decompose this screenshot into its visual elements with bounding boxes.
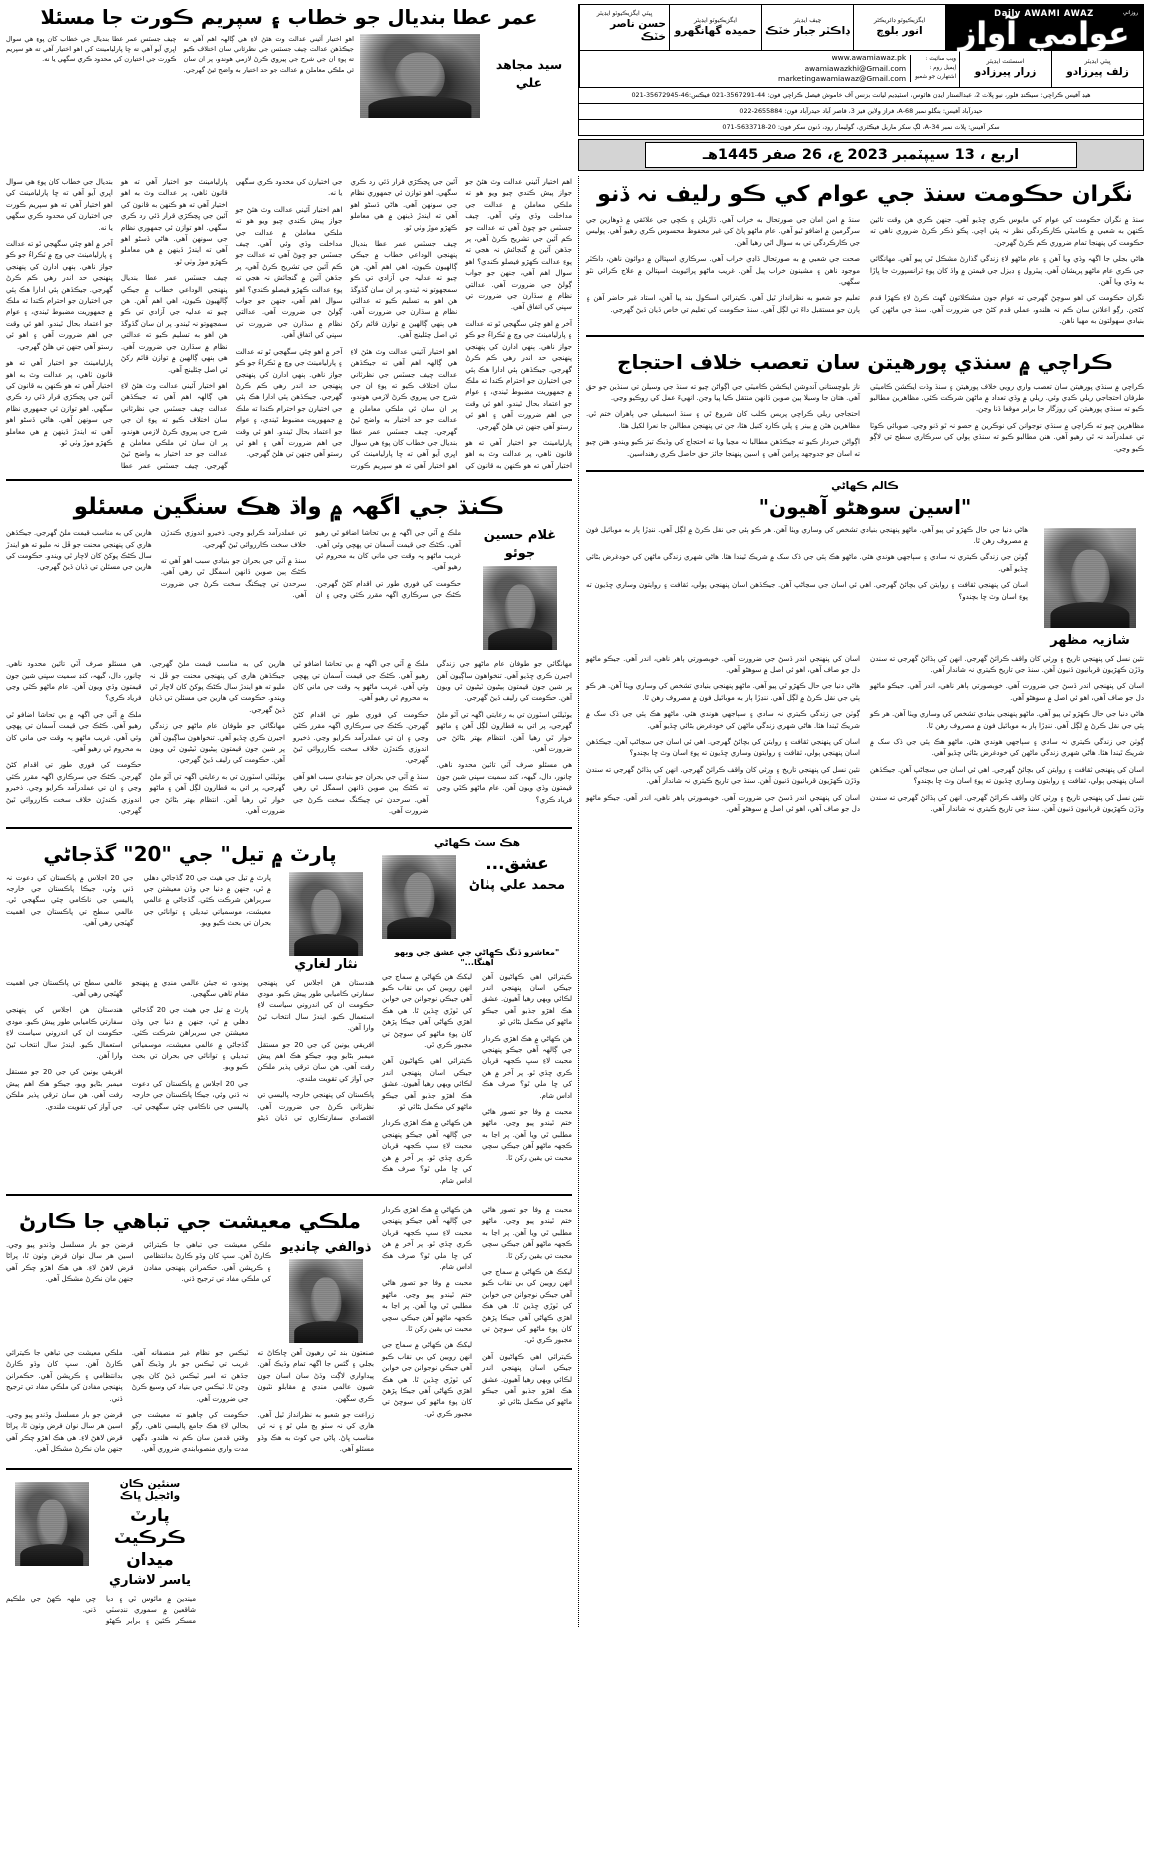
byline-cricket: ياسر لاشاري <box>109 1572 191 1588</box>
cricket-title-block <box>104 1478 196 1589</box>
author-photo-ishq <box>382 855 456 939</box>
story-cricket <box>6 1478 196 1589</box>
author-photo-economy <box>289 1259 363 1343</box>
column-tag: ڪالم ڪهاڻي <box>831 479 899 492</box>
editor-role: اسسٽنٽ ايڊيٽر <box>986 58 1025 66</box>
byline-supreme-court: سيد مجاهد علي <box>495 57 563 90</box>
columnist-photo <box>1044 528 1136 628</box>
headline-karachi-protest: ڪراچي ۾ سنڌي پورهيتن سان تعصب خلاف احتجاج <box>617 349 1113 374</box>
byline-economy: ذوالفي چانڊيو <box>280 1239 372 1255</box>
byline-row <box>6 34 572 118</box>
story-economy-row <box>6 1204 572 1460</box>
story-economy <box>6 1204 374 1460</box>
article-supreme-court: اهم اختيار آئيني عدالت وٽ هئڻ جو جواز پيش ڪندي چيو ويو هو ته ملڪي معاملن ۾ عدالت جي مداخلت وڌي وئي آهي. چيف جسٽس جو چوڻ آهي ته عدالت جو ڪم آئين جي تشريح ڪرڻ آهي، پر جڏهن آئين ۾ گنجائش نہ هجي ته پوءِ عدالت ڪهڙو فيصلو ڪندي؟ اهو سوال اهم آهي، جنهن جو جواب ڳولڻ جي ضرورت آهي. عدالتي نظام ۾ سڌارن جي ضرورت تي سڀني کي اتفاق آهي. آخر ۾ اهو چئي سگهجي ٿو ته عدالت ۽ پارليامينٽ جي وچ ۾ ٽڪراءُ جو ڪو جواز ناهي. ٻنهي ادارن کي پنهنجي پنهنجي حد اندر رهي ڪم ڪرڻ گهرجي. جيڪڏهن ٻئي ادارا هڪ ٻئي جي اختيارن جو احترام ڪندا ته ملڪ ۾ جمهوريت مضبوط ٿيندي، ۽ عوام جو اعتماد بحال ٿيندو. اهو ئي وقت جي اهم ضرورت آهي ۽ اهو ئي رستو آهي جنهن تي هلڻ گهرجي. پارليامينٽ جو اختيار آهي ته هو قانون ٺاهي، پر عدالت وٽ به اهو اختيار آهي ته هو ڪنهن به قانون کي آئين جي ڀڃڪڙي قرار ڏئي رد ڪري سگهي. اهو توازن ئي جمهوري نظام جي سونهن آهي. هاڻي ڏسڻو اهو آهي ته ايندڙ ڏينهن ۾ هي معاملو ڪهڙو موڙ وٺي ٿو. چيف جسٽس عمر عطا بنديال پنهنجي الوداعي خطاب ۾ جيڪي ڳالهيون ڪيون، اهي اهم آهن. هن چيو ته عدليہ جي آزادي تي ڪو سمجهوتو نہ ٿيندو. پر ان سان گڏوگڏ هن اهو به تسليم ڪيو ته عدالتي نظام ۾ سڌارن جي ضرورت آهي. هي ٻنهي ڳالهين ۾ توازن قائم رکڻ ئي اصل چئلينج آهي. اهو اختيار آئيني عدالت وٽ هئڻ لاءِ هي ڳالهہ اهم آهي ته جيڪڏهن عدالت چيف جسٽس جي نظرثاني سان اختلاف ڪيو ته پوءِ ان جي شرح جي پيروي ڪرڻ لازمي هوندو، پر ان سان ئي ملڪي معاملن ۾ عدالت جو حد اختيار به واضح ٿيڻ گهرجي. چيف جسٽس عمر عطا بنديال جي خطاب کان پوءِ هي سوال اڀري آيو آهي ته ڇا پارليامينٽ کي اهو اختيار آهي ته هو سپريم ڪورت جي اختيارن کي محدود ڪري سگهي يا نه. اهم اختيار آئيني عدالت وٽ هئڻ جو جواز پيش ڪندي چيو ويو هو ته ملڪي معاملن ۾ عدالت جي مداخلت وڌي وئي آهي. چيف جسٽس جو چوڻ آهي ته عدالت جو ڪم آئين جي تشريح ڪرڻ آهي، پر جڏهن آئين ۾ گنجائش نہ هجي ته پوءِ عدالت ڪهڙو فيصلو ڪندي؟ اهو سوال اهم آهي، جنهن جو جواب ڳولڻ جي ضرورت آهي. عدالتي نظام ۾ سڌارن جي ضرورت تي سڀني کي اتفاق آهي. آخر ۾ اهو چئي سگهجي ٿو ته عدالت ۽ پارليامينٽ جي وچ ۾ ٽڪراءُ جو ڪو جواز ناهي. ٻنهي ادارن کي پنهنجي پنهنجي حد اندر رهي ڪم ڪرڻ گهرجي. جيڪڏهن ٻئي ادارا هڪ ٻئي جي اختيارن جو احترام ڪندا ته ملڪ ۾ جمهوريت مضبوط ٿيندي، ۽ عوام جو اعتماد بحال ٿيندو. اهو ئي وقت جي اهم ضرورت آهي ۽ اهو ئي رستو آهي جنهن تي هلڻ گهرجي. پارليامينٽ جو اختيار آهي ته هو قانون ٺاهي، پر عدالت وٽ به اهو اختيار آهي ته هو ڪنهن به قانون کي آئين جي ڀڃڪڙي قرار ڏئي رد ڪري سگهي. اهو توازن ئي جمهوري نظام جي سونهن آهي. هاڻي ڏسڻو اهو آهي ته ايندڙ ڏينهن ۾ هي معاملو ڪهڙو موڙ وٺي ٿو. چيف جسٽس عمر عطا بنديال پنهنجي الوداعي خطاب ۾ جيڪي ڳالهيون ڪيون، اهي اهم آهن. هن چيو ته عدليہ جي آزادي تي ڪو سمجهوتو نہ ٿيندو. پر ان سان گڏوگڏ هن اهو به تسليم ڪيو ته عدالتي نظام ۾ سڌارن جي ضرورت آهي. هي ٻنهي ڳالهين ۾ توازن قائم رکڻ ئي اصل چئلينج آهي. اهو اختيار آئيني عدالت وٽ هئڻ لاءِ هي ڳالهہ اهم آهي ته جيڪڏهن عدالت چيف جسٽس جي نظرثاني سان اختلاف ڪيو ته پوءِ ان جي شرح جي پيروي ڪرڻ لازمي هوندو، پر ان سان ئي ملڪي معاملن ۾ عدالت جو حد اختيار به واضح ٿيڻ گهرجي. چيف جسٽس عمر عطا بنديال جي خطاب کان پوءِ هي سوال اڀري آيو آهي ته ڇا پارليامينٽ کي اهو اختيار آهي ته هو سپريم ڪورت جي اختيارن کي محدود ڪري سگهي يا نه. آخر ۾ اهو چئي سگهجي ٿو ته عدالت ۽ پارليامينٽ جي وچ ۾ ٽڪراءُ جو ڪو جواز ناهي. ٻنهي ادارن کي پنهنجي پنهنجي حد اندر رهي ڪم ڪرڻ گهرجي. جيڪڏهن ٻئي ادارا هڪ ٻئي جي اختيارن جو احترام ڪندا ته ملڪ ۾ جمهوريت مضبوط ٿيندي، ۽ عوام جو اعتماد بحال ٿيندو. اهو ئي وقت جي اهم ضرورت آهي ۽ اهو ئي رستو آهي جنهن تي هلڻ گهرجي. پارليامينٽ جو اختيار آهي ته هو قانون ٺاهي، پر عدالت وٽ به اهو اختيار آهي ته هو ڪنهن به قانون کي آئين جي ڀڃڪڙي قرار ڏئي رد ڪري سگهي. اهو توازن ئي جمهوري نظام جي سونهن آهي. هاڻي ڏسڻو اهو آهي ته ايندڙ ڏينهن ۾ هي معاملو ڪهڙو موڙ وٺي ٿو. <box>6 177 572 470</box>
article-ishq-spill: محبت ۾ وفا جو تصور هاڻي ختم ٿيندو پيو وڃي. ماڻهو مطلبي ٿي ويا آهن. پر اڃا به ڪجهہ ماڻهو آهن جيڪي سچي محبت تي يقين رکن ٿا. ليکڪ هن ڪهاڻي ۾ سماج جي انهن رويين کي بي نقاب ڪيو آهي جيڪي نوجوانن جي خوابن کي ٽوڙي ڇڏين ٿا. هي هڪ اهڙي ڪهاڻي آهي جيڪا پڙهڻ کان پوءِ ماڻهو کي سوچڻ تي مجبور ڪري ٿي. ڪيترائي اهي ڪهاڻيون آهن جيڪي اسان پنهنجي اندر لڪائي ويهي رهيا آهيون. عشق هڪ اهڙو جذبو آهي جيڪو ماڻهو کي مڪمل بڻائي ٿو. هن ڪهاڻي ۾ هڪ اهڙي ڪردار جي ڳالهہ آهي جيڪو پنهنجي محبت لاءِ سڀ ڪجهہ قربان ڪري ڇڏي ٿو. پر آخر ۾ هن کي ڇا ملي ٿو؟ صرف هڪ اداس شام. محبت ۾ وفا جو تصور هاڻي ختم ٿيندو پيو وڃي. ماڻهو مطلبي ٿي ويا آهن. پر اڃا به ڪجهہ ماڻهو آهن جيڪي سچي محبت تي يقين رکن ٿا. ليکڪ هن ڪهاڻي ۾ سماج جي انهن رويين کي بي نقاب ڪيو آهي جيڪي نوجوانن جي خوابن کي ٽوڙي ڇڏين ٿا. هي هڪ اهڙي ڪهاڻي آهي جيڪا پڙهڻ کان پوءِ ماڻهو کي سوچڻ تي مجبور ڪري ٿي. <box>382 1204 572 1418</box>
ishq-tag: هڪ سٽ ڪهاڻي <box>433 836 521 849</box>
kandh-byline-row <box>6 527 572 654</box>
author-photo-part-tel <box>289 872 363 956</box>
editor-name: حميده گهانگهرو <box>674 24 757 37</box>
article-economy-top: ملڪي معيشت جي تباهي جا ڪيترائي ڪارڻ آهن. سڀ کان وڏو ڪارڻ بدانتظامي ۽ ڪرپشن آهي. حڪمرانن پنهنجي مفادن کي ملڪي مفاد تي ترجيح ڏني. قرضن جو بار مسلسل وڌندو پيو وڃي. اسين هر سال نوان قرض وٺون ٿا، پراڻا قرض لاهڻ لاءِ. هي هڪ اهڙو چڪر آهي جنهن مان نڪرڻ مشڪل آهي. <box>6 1239 271 1284</box>
address-karachi: هيڊ آفيس ڪراچي: سيڪنڊ فلور، نيو پلاٽ 2، عبدالستار ايڊن هائوس، اسٽيڊيم ليانت بزنس آف خاموش فيصل ڪراچي فون: 44-3567291-021 فيڪس:46-35672945-021 <box>579 88 1143 104</box>
address-sukkur: سکر آفيس: پلاٽ نمبر 34-A، لڳ سکر ماربل فيڪٽري، گوليمار روڊ، ڏنون سکر فون: 20-5633718-071 <box>722 123 1000 131</box>
section-divider <box>6 827 572 829</box>
feature-row <box>6 837 572 1186</box>
editor-name: زرار پيرزادو <box>974 66 1037 79</box>
article-column-essay-cont: نئين نسل کي پنهنجي تاريخ ۽ ورثي کان واقف ڪرائڻ گهرجي. انهن کي ٻڌائڻ گهرجي ته سندن وڏڙن ڪهڙيون قربانيون ڏنيون آهن. سنڌ جي تاريخ ڪيتري نہ شاندار آهي. اسان کي پنهنجي اندر ڏسڻ جي ضرورت آهي. خوبصورتي ٻاهر ناهي، اندر آهي. جيڪو ماڻهو دل جو صاف آهي، اهو ئي اصل ۾ سوهڻو آهي. هاڻي دنيا جي حال ڪهڙو ٿي پيو آهي. ماڻهو پنهنجي بنيادي تشخص کي وساري ويٺا آهن. هر ڪو ٻئي جي نقل ڪرڻ ۾ لڳل آهي. ننڍڙا ٻار به موبائيل فون ۾ مصروف رهن ٿا. ڳوٺن جي زندگي ڪيتري نہ سادي ۽ سٻاجهي هوندي هئي. ماڻهو هڪ ٻئي جي ڏک سک ۾ شريڪ ٿيندا هئا. هاڻي شهري زندگي ماڻهن کي خودغرض بڻائي ڇڏيو آهي. اسان کي پنهنجي ثقافت ۽ روايتن کي بچائڻ گهرجي. اهي ئي اسان جي سڃاڻپ آهن. جيڪڏهن اسان پنهنجي ٻولي، ثقافت ۽ روايتون وساري ڇڏيون ته پوءِ اسان وٽ ڇا بچندو؟ نئين نسل کي پنهنجي تاريخ ۽ ورثي کان واقف ڪرائڻ گهرجي. انهن کي ٻڌائڻ گهرجي ته سندن وڏڙن ڪهڙيون قربانيون ڏنيون آهن. سنڌ جي تاريخ ڪيتري نہ شاندار آهي. اسان کي پنهنجي اندر ڏسڻ جي ضرورت آهي. خوبصورتي ٻاهر ناهي، اندر آهي. جيڪو ماڻهو دل جو صاف آهي، اهو ئي اصل ۾ سوهڻو آهي. هاڻي دنيا جي حال ڪهڙو ٿي پيو آهي. ماڻهو پنهنجي بنيادي تشخص کي وساري ويٺا آهن. هر ڪو ٻئي جي نقل ڪرڻ ۾ لڳل آهي. ننڍڙا ٻار به موبائيل فون ۾ مصروف رهن ٿا. ڳوٺن جي زندگي ڪيتري نہ سادي ۽ سٻاجهي هوندي هئي. ماڻهو هڪ ٻئي جي ڏک سک ۾ شريڪ ٿيندا هئا. هاڻي شهري زندگي ماڻهن کي خودغرض بڻائي ڇڏيو آهي. اسان کي پنهنجي ثقافت ۽ روايتن کي بچائڻ گهرجي. اهي ئي اسان جي سڃاڻپ آهن. جيڪڏهن اسان پنهنجي ٻولي، ثقافت ۽ روايتون وساري ڇڏيون ته پوءِ اسان وٽ ڇا بچندو؟ نئين نسل کي پنهنجي تاريخ ۽ ورثي کان واقف ڪرائڻ گهرجي. انهن کي ٻڌائڻ گهرجي ته سندن وڏڙن ڪهڙيون قربانيون ڏنيون آهن. سنڌ جي تاريخ ڪيتري نہ شاندار آهي. اسان کي پنهنجي اندر ڏسڻ جي ضرورت آهي. خوبصورتي ٻاهر ناهي، اندر آهي. جيڪو ماڻهو دل جو صاف آهي، اهو ئي اصل ۾ سوهڻو آهي. <box>586 653 1144 814</box>
story-supreme-court-header <box>6 4 578 136</box>
article-part-tel-top: پارٽ ۾ تيل جي هيٺ جي 20 گڏجاڻي دهلي ۾ ٿي، جنهن ۾ دنيا جي وڏن معيشتن جي سربراهن شرڪت ڪئي. گڏجاڻي ۾ عالمي معيشت، موسمياتي تبديلي ۽ توانائي جي بحران تي بحث ڪيو ويو. جي 20 اجلاس ۾ پاڪستان کي دعوت نہ ڏني وئي، جيڪا پاڪستان جي خارجہ پاليسي جي ناڪامي چئي سگهجي ٿي. عالمي سطح تي پاڪستان جي اهميت گهٽجي رهي آهي. <box>6 872 271 928</box>
ads-label: اشتهارن جو شعبو <box>915 74 956 81</box>
date-text: اربع ، 13 سيپٽمبر 2023 ع، 26 صفر 1445هـ <box>645 142 1077 168</box>
columnist-block <box>1036 524 1144 649</box>
article-part-tel-cont: هندستان هن اجلاس کي پنهنجي سفارتي ڪاميابي طور پيش ڪيو. مودي حڪومت ان کي اندروني سياست لاءِ استعمال ڪيو. ايندڙ سال انتخاب ٿيڻ وارا آهن. افريقي يونين کي جي 20 جو مستقل ميمبر بڻايو ويو، جيڪو هڪ اهم پيش رفت آهي. هن سان ترقي پذير ملڪن جي آواز کي تقويت ملندي. پاڪستان کي پنهنجي خارجہ پاليسي تي نظرثاني ڪرڻ جي ضرورت آهي. اقتصادي سفارتڪاري تي ڌيان ڏيڻو پوندو، ته جيئن عالمي منڊي ۾ پنهنجو مقام ٺاهي سگهجي. پارٽ ۾ تيل جي هيٺ جي 20 گڏجاڻي دهلي ۾ ٿي، جنهن ۾ دنيا جي وڏن معيشتن جي سربراهن شرڪت ڪئي. گڏجاڻي ۾ عالمي معيشت، موسمياتي تبديلي ۽ توانائي جي بحران تي بحث ڪيو ويو. جي 20 اجلاس ۾ پاڪستان کي دعوت نہ ڏني وئي، جيڪا پاڪستان جي خارجہ پاليسي جي ناڪامي چئي سگهجي ٿي. عالمي سطح تي پاڪستان جي اهميت گهٽجي رهي آهي. هندستان هن اجلاس کي پنهنجي سفارتي ڪاميابي طور پيش ڪيو. مودي حڪومت ان کي اندروني سياست لاءِ استعمال ڪيو. ايندڙ سال انتخاب ٿيڻ وارا آهن. افريقي يونين کي جي 20 جو مستقل ميمبر بڻايو ويو، جيڪو هڪ اهم پيش رفت آهي. هن سان ترقي پذير ملڪن جي آواز کي تقويت ملندي. <box>6 977 375 1123</box>
ishq-author: محمد علي پٺاڻ <box>468 877 566 893</box>
office-addresses <box>579 87 1143 135</box>
article-column-essay: هاڻي دنيا جي حال ڪهڙو ٿي پيو آهي. ماڻهو پنهنجي بنيادي تشخص کي وساري ويٺا آهن. هر ڪو ٻئي جي نقل ڪرڻ ۾ لڳل آهي. ننڍڙا ٻار به موبائيل فون ۾ مصروف رهن ٿا. ڳوٺن جي زندگي ڪيتري نہ سادي ۽ سٻاجهي هوندي هئي. ماڻهو هڪ ٻئي جي ڏک سک ۾ شريڪ ٿيندا هئا. هاڻي شهري زندگي ماڻهن کي خودغرض بڻائي ڇڏيو آهي. اسان کي پنهنجي ثقافت ۽ روايتن کي بچائڻ گهرجي. اهي ئي اسان جي سڃاڻپ آهن. جيڪڏهن اسان پنهنجي ٻولي، ثقافت ۽ روايتون وساري ڇڏيون ته پوءِ اسان وٽ ڇا بچندو؟ <box>586 524 1028 601</box>
editor-name: حسن ناصر خٽڪ <box>610 18 666 44</box>
logo-corner-text: روزاني <box>1122 9 1139 16</box>
website-label: ويب سائيٽ : <box>925 56 956 63</box>
page-title: عمر عطا بنديال جو خطاب ۽ سپريم ڪورت جا مسئلا <box>40 6 538 29</box>
ads-email[interactable]: marketingawamiawaz@Gmail.com <box>778 74 907 84</box>
article-economy-cont: صنعتون بند ٿي رهيون آهن ڇاڪاڻ ته بجلي ۽ گئس جا اگهہ تمام وڌيڪ آهن. پيداواري لاڳت وڌڻ سان اسان جون شيون عالمي منڊي ۾ مقابلو نٿيون ڪري سگهن. زراعت جو شعبو به نظرانداز ٿيل آهي. هاري کي نہ سٺو ٻج ملي ٿو ۽ نہ ئي مناسب ڀاڻ. پاڻي جي کوٽ به هڪ وڏو مسئلو آهي. ٽيڪس جو نظام غير منصفانه آهي. غريب تي ٽيڪس جو بار وڌيڪ آهي جڏهن ته امير ٽيڪس ڏيڻ کان بچي وڃن ٿا. ٽيڪس جي بنياد کي وسيع ڪرڻ جي ضرورت آهي. حڪومت کي چاهيو ته معيشت جي بحالي لاءِ هڪ جامع پاليسي ٺاهي. رڳو وقتي قدمن سان ڪم نہ هلندو. ڊگهي مدت واري منصوبابندي ضروري آهي. ملڪي معيشت جي تباهي جا ڪيترائي ڪارڻ آهن. سڀ کان وڏو ڪارڻ بدانتظامي ۽ ڪرپشن آهي. حڪمرانن پنهنجي مفادن کي ملڪي مفاد تي ترجيح ڏني. قرضن جو بار مسلسل وڌندو پيو وڃي. اسين هر سال نوان قرض وٺون ٿا، پراڻا قرض لاهڻ لاءِ. هي هڪ اهڙو چڪر آهي جنهن مان نڪرڻ مشڪل آهي. <box>6 1347 374 1454</box>
left-column <box>6 176 578 1627</box>
newspaper-logo <box>945 5 1143 50</box>
column-title: "اسين سوهڻو آهيون" <box>758 494 972 519</box>
right-column <box>578 176 1144 1627</box>
columnist-name: شازيہ مظهر <box>1050 632 1130 648</box>
contact-labels <box>910 55 956 82</box>
cricket-title: پارٽ ڪرڪيٽ ميدان <box>113 1505 187 1570</box>
article-cricket: ميندين ۾ مائوس ٽي ۽ ديا شاقعين ۾ سموري ننڊسٽي مسڪر ڪئين ۽ برابر ڪهڻو چي ملهہ ڪهڻ جي ملڪيم ڏني. <box>6 1593 196 1626</box>
editor-role: ايگزيڪيوٽو ايڊيٽر <box>694 16 738 24</box>
section-divider <box>6 1468 572 1470</box>
editor-name: ڊاڪٽر جبار خٽڪ <box>765 24 850 37</box>
section-divider <box>586 335 1144 337</box>
ishq-title-block <box>462 851 572 894</box>
masthead-row-bottom <box>579 50 1143 87</box>
newsroom-email[interactable]: awamiawazkhi@Gmail.com <box>804 63 907 73</box>
date-bar <box>578 139 1144 171</box>
story-ishq <box>382 837 572 1186</box>
article-kandh-price-cont: مهانگائي جو طوفان عام ماڻهو جي زندگي اجيرن ڪري ڇڏيو آهي. تنخواهون ساڳيون آهن پر شين جون قيمتون ٻيڻيون ٽيڻيون ٿي ويون آهن. حڪومت کي رليف ڏيڻ گهرجي. يوٽيلٽي اسٽورن تي به رعايتي اگهہ تي آٽو ملڻ گهرجي، پر اتي به قطارون لڳل آهن ۽ ماڻهو خوار ٿي رهيا آهن. انتظام بهتر بڻائڻ جي ضرورت آهي. هي مسئلو صرف آٽي تائين محدود ناهي. چانور، دال، گيهہ، کنڊ سميت سڀني شين جون قيمتون وڌي ويون آهن. عام ماڻهو ڪٿي وڃي فرياد ڪري؟ ملڪ ۾ آٽي جي اگهہ ۾ بي تحاشا اضافو ٿي رهيو آهي. ڪڻڪ جي قيمت آسمان تي پهچي وئي آهي. غريب ماڻهو ٻہ وقت جي ماني کان به محروم ٿي رهيو آهي. حڪومت کي فوري طور تي اقدام کڻڻ گهرجن. ڪڻڪ جي سرڪاري اگهہ مقرر ڪئي وڃي ۽ ان تي عملدرآمد ڪرايو وڃي. ذخيرو اندوزي ڪندڙن خلاف سخت ڪارروائي ٿيڻ گهرجي. سنڌ ۾ آٽي جي بحران جو بنيادي سبب اهو آهي ته ڪڻڪ ٻين صوبن ڏانهن اسمگل ٿي رهي آهي. سرحدن تي چيڪنگ سخت ڪرڻ جي ضرورت آهي. هارين کي به مناسب قيمت ملڻ گهرجي. جيڪڏهن هاري کي پنهنجي محنت جو ڦل نہ مليو ته هو ايندڙ سال ڪڻڪ پوکڻ کان لاچار ٿي ويندو. حڪومت کي هارين جي مسئلن تي ڌيان ڏيڻ گهرجي. مهانگائي جو طوفان عام ماڻهو جي زندگي اجيرن ڪري ڇڏيو آهي. تنخواهون ساڳيون آهن پر شين جون قيمتون ٻيڻيون ٽيڻيون ٿي ويون آهن. حڪومت کي رليف ڏيڻ گهرجي. يوٽيلٽي اسٽورن تي به رعايتي اگهہ تي آٽو ملڻ گهرجي، پر اتي به قطارون لڳل آهن ۽ ماڻهو خوار ٿي رهيا آهن. انتظام بهتر بڻائڻ جي ضرورت آهي. هي مسئلو صرف آٽي تائين محدود ناهي. چانور، دال، گيهہ، کنڊ سميت سڀني شين جون قيمتون وڌي ويون آهن. عام ماڻهو ڪٿي وڃي فرياد ڪري؟ ملڪ ۾ آٽي جي اگهہ ۾ بي تحاشا اضافو ٿي رهيو آهي. ڪڻڪ جي قيمت آسمان تي پهچي وئي آهي. غريب ماڻهو ٻہ وقت جي ماني کان به محروم ٿي رهيو آهي. حڪومت کي فوري طور تي اقدام کڻڻ گهرجن. ڪڻڪ جي سرڪاري اگهہ مقرر ڪئي وڃي ۽ ان تي عملدرآمد ڪرايو وڃي. ذخيرو اندوزي ڪندڙن خلاف سخت ڪارروائي ٿيڻ گهرجي. <box>6 659 572 816</box>
author-photo <box>360 34 480 118</box>
editor-name: انور بلوچ <box>876 24 923 37</box>
editor-chief <box>761 5 853 50</box>
newsroom-label: اِيميل روم : <box>929 65 956 72</box>
headline-sindh-relief: نگران حڪومت سنڌ جي عوام کي ڪو رليف نہ ڏنو <box>597 182 1133 207</box>
article-karachi-protest: ڪراچي ۾ سنڌي پورهيتن سان تعصب واري رويي خلاف پورهيتن ۽ سنڌ وڏت ايڪشن ڪاميٽي طرفان احتجاجي ريلي ڪڍي وئي. ريلي ۾ وڏي تعداد ۾ ماڻهن شرڪت ڪئي. مظاهرين مطالبو ڪيو ته سنڌي پورهيتن کي روزگار جا برابر موقعا ڏنا وڃن. مظاهرين چيو ته ڪراچي ۾ سنڌي نوجوانن کي نوڪرين ۾ حصو نہ ٿو ڏنو وڃي. صوبائي ڪوٽا تي عملدرآمد نہ ٿي رهيو آهي. هنن مطالبو ڪيو ته سنڌي ٻولي کي سرڪاري سطح تي لاڳو ڪيو وڃي. ناز بلوچستاني آندوشن ايڪشن ڪاميٽي جي اڳواڻن چيو ته سنڌ جي وسيلن تي سنڌين جو حق آهي. هتان جا وسيلا ٻين صوبن ڏانهن منتقل ڪيا پيا وڃن. انهيءَ عمل کي روڪيو وڃي. احتجاجي ريلي ڪراچي پريس ڪلب کان شروع ٿي ۽ سنڌ اسيمبلي جي ٻاهران ختم ٿي. مظاهرين هٿن ۾ بينر ۽ پلي ڪارڊ کنيل هئا، جن تي پنهنجن مطالبن جا نعرا لکيل هئا. اڳواڻن خبردار ڪيو ته جيڪڏهن مطالبا نہ مڃيا ويا ته احتجاج کي وڌيڪ تيز ڪيو ويندو. هنن چيو ته اسان جو جدوجهد پرامن آهي ۽ اسين پنهنجا جائز حق حاصل ڪري رهنداسين. <box>586 381 1144 458</box>
section-divider <box>586 470 1144 472</box>
headline-part-tel: پارٽ ۾ تيل" جي "20" گڏجاڻي <box>43 841 337 866</box>
headline-kandh-price: ڪنڌ جي اگهہ ۾ واڌ هڪ سنگين مسئلو <box>73 494 505 521</box>
masthead-row-top <box>579 5 1143 50</box>
article-ishq: ڪيترائي اهي ڪهاڻيون آهن جيڪي اسان پنهنجي اندر لڪائي ويهي رهيا آهيون. عشق هڪ اهڙو جذبو آهي جيڪو ماڻهو کي مڪمل بڻائي ٿو. هن ڪهاڻي ۾ هڪ اهڙي ڪردار جي ڳالهہ آهي جيڪو پنهنجي محبت لاءِ سڀ ڪجهہ قربان ڪري ڇڏي ٿو. پر آخر ۾ هن کي ڇا ملي ٿو؟ صرف هڪ اداس شام. محبت ۾ وفا جو تصور هاڻي ختم ٿيندو پيو وڃي. ماڻهو مطلبي ٿي ويا آهن. پر اڃا به ڪجهہ ماڻهو آهن جيڪي سچي محبت تي يقين رکن ٿا. ليکڪ هن ڪهاڻي ۾ سماج جي انهن رويين کي بي نقاب ڪيو آهي جيڪي نوجوانن جي خوابن کي ٽوڙي ڇڏين ٿا. هي هڪ اهڙي ڪهاڻي آهي جيڪا پڙهڻ کان پوءِ ماڻهو کي سوچڻ تي مجبور ڪري ٿي. ڪيترائي اهي ڪهاڻيون آهن جيڪي اسان پنهنجي اندر لڪائي ويهي رهيا آهيون. عشق هڪ اهڙو جذبو آهي جيڪو ماڻهو کي مڪمل بڻائي ٿو. هن ڪهاڻي ۾ هڪ اهڙي ڪردار جي ڳالهہ آهي جيڪو پنهنجي محبت لاءِ سڀ ڪجهہ قربان ڪري ڇڏي ٿو. پر آخر ۾ هن کي ڇا ملي ٿو؟ صرف هڪ اداس شام. <box>382 971 572 1185</box>
headline-economy: ملڪي معيشت جي تباهي جا ڪارڻ <box>19 1208 361 1233</box>
economy-left-spill <box>382 1204 572 1419</box>
main-content <box>6 176 1144 1627</box>
address-hyderabad: حيدرآباد آفيس: بنگلو نمبر 68-A، فراز ولاين فيز 3، قاصر آباد حيدرآباد فون: 2655884-022 <box>579 104 1143 120</box>
story-part-tel <box>6 837 374 1124</box>
editor-deputy-exec-editor <box>579 5 669 50</box>
part-tel-author-block <box>278 872 374 973</box>
kandh-author-block <box>468 527 572 654</box>
masthead-block <box>578 4 1144 136</box>
column-body-wrap <box>586 524 1144 649</box>
ishq-quote: "معاشرو ڏنگ ڪهاڻي جي عشق جي ويهو آهنگا..." <box>394 946 560 967</box>
section-divider <box>6 1194 572 1196</box>
editor-role: ايگزيڪيوٽو ڊائريڪٽر <box>873 16 926 24</box>
website-url[interactable]: www.awamiawaz.pk <box>831 53 907 63</box>
story-intro-text: اهو اختيار آئيني عدالت وٽ هئڻ لاءِ هي ڳالهہ اهم آهي ته جيڪڏهن عدالت چيف جسٽس جي نظرثاني سان اختلاف ڪيو ته پوءِ ان جي شرح جي پيروي ڪرڻ لازمي هوندو، پر ان سان ئي ملڪي معاملن ۾ عدالت جو حد اختيار به واضح ٿيڻ گهرجي. چيف جسٽس عمر عطا بنديال جي خطاب کان پوءِ هي سوال اڀري آيو آهي ته ڇا پارليامينٽ کي اهو اختيار آهي ته هو سپريم ڪورت جي اختيارن کي محدود ڪري سگهي يا نه. <box>6 35 354 74</box>
editor-role: چيف ايڊيٽر <box>793 16 822 24</box>
section-divider <box>6 479 572 481</box>
author-photo-kandh <box>483 566 557 650</box>
byline-part-tel: نثار لغاري <box>294 956 358 972</box>
editor-role: ڀيٽي ايگزيڪيوٽو ايڊيٽر <box>596 10 653 18</box>
cricket-tag: سنئين ڪان واڻجيل ڀاڪ <box>119 1477 181 1502</box>
editor-assistant <box>959 51 1051 87</box>
logo-sindhi-name: عوامي آواز <box>958 15 1130 52</box>
editor-exec-director <box>853 5 945 50</box>
editor-name: زلف پيرزادو <box>1066 66 1129 79</box>
article-kandh-price-top: ملڪ ۾ آٽي جي اگهہ ۾ بي تحاشا اضافو ٿي رهيو آهي. ڪڻڪ جي قيمت آسمان تي پهچي وئي آهي. غريب ماڻهو ٻہ وقت جي ماني کان به محروم ٿي رهيو آهي. حڪومت کي فوري طور تي اقدام کڻڻ گهرجن. ڪڻڪ جي سرڪاري اگهہ مقرر ڪئي وڃي ۽ ان تي عملدرآمد ڪرايو وڃي. ذخيرو اندوزي ڪندڙن خلاف سخت ڪارروائي ٿيڻ گهرجي. سنڌ ۾ آٽي جي بحران جو بنيادي سبب اهو آهي ته ڪڻڪ ٻين صوبن ڏانهن اسمگل ٿي رهي آهي. سرحدن تي چيڪنگ سخت ڪرڻ جي ضرورت آهي. هارين کي به مناسب قيمت ملڻ گهرجي. جيڪڏهن هاري کي پنهنجي محنت جو ڦل نہ مليو ته هو ايندڙ سال ڪڻڪ پوکڻ کان لاچار ٿي ويندو. حڪومت کي هارين جي مسئلن تي ڌيان ڏيڻ گهرجي. <box>6 528 461 600</box>
logo-latin-name: Daily AWAMI AWAZ <box>994 8 1094 18</box>
editor-exec-editor <box>669 5 761 50</box>
ishq-title: عشق... <box>485 853 549 874</box>
masthead-area <box>6 4 1144 136</box>
contact-values <box>778 53 906 84</box>
economy-author-block <box>278 1239 374 1343</box>
article-sindh-relief: سنڌ ۾ نگران حڪومت کي عوام کي مايوس ڪري ڇڏيو آهي. جنهن ڪري هن وقت تائين ڪنهن به شعبي ۾ ڪاميٽي ڪارڪردگي نظر نہ پئي اچي. پڪو ذڪر ڪرڻ ضروري ناهي ته حڪومت کي پنهنجا تمام ضروري ڪم ڪرڻ گهرجن. هاڻي بجلي جا اگهہ وڌي ويا آهن ۽ عام ماڻهو لاءِ زندگي گذارڻ مشڪل ٿي پيو آهي. مهانگائي جي ڪري عام ماڻهو پريشان آهي. پيٽرول ۽ ڊيزل جي قيمتن ۾ واڌ کان پوءِ ٽرانسپورٽ جا ڀاڙا به وڌي ويا آهن. نگران حڪومت کي اهو سوچڻ گهرجي ته عوام جون مشڪلاتون گهٽ ڪرڻ لاءِ ڪهڙا قدم کڻجن. رڳو اعلانن سان ڪم نہ هلندو، عملي قدم کڻڻ جي ضرورت آهي. سنڌ جي ماڻهن کي بنيادي سهولتون به مهيا ناهن. سنڌ ۾ امن امان جي صورتحال به خراب آهي. ڌاڙيلن ۽ ڪچي جي علائقي ۾ ڏوهارين جي سرگرمين ۾ اضافو ٿيو آهي. عام ماڻهو پاڻ کي غير محفوظ محسوس ڪري رهيو آهي. پوليس جي ڪارڪردگي تي به سوال اٿي رهيا آهن. صحت جي شعبي ۾ به صورتحال ڏاڍي خراب آهي. سرڪاري اسپتالن ۾ دوائون ناهن، ڊاڪٽر موجود ناهن ۽ مشينون خراب پيل آهن. غريب ماڻهو پرائيويٽ اسپتالن ۾ علاج ڪرائي نٿو سگهي. تعليم جو شعبو به نظرانداز ٿيل آهي. ڪيترائي اسڪول بند پيا آهن، استاد غير حاضر آهن ۽ ٻارن جو مستقبل داءَ تي لڳل آهي. سنڌ حڪومت کي تعليم تي خاص ڌيان ڏيڻ گهرجي. <box>586 215 1144 326</box>
byline-kandh: غلام حسين جوئو <box>483 528 557 562</box>
editor-role: ڀيٽي ايڊيٽر <box>1084 58 1111 66</box>
author-photo-cricket <box>15 1482 89 1566</box>
contact-web-block <box>579 51 959 87</box>
editor-deputy <box>1051 51 1143 87</box>
